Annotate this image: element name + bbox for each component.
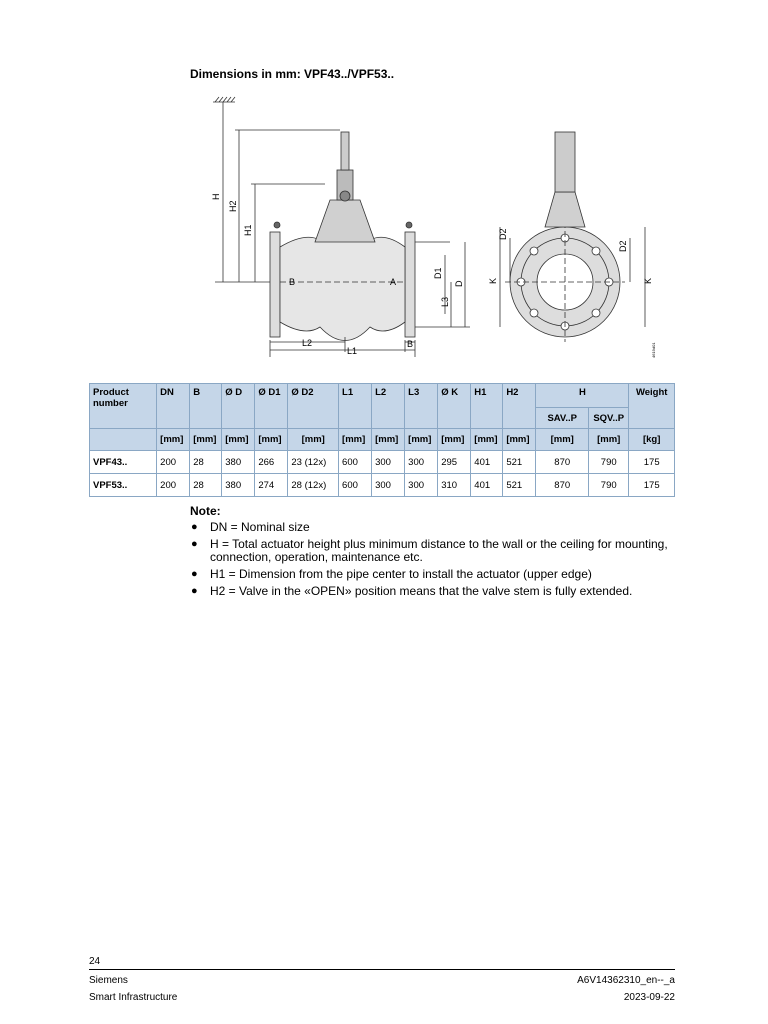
note-list (190, 521, 680, 602)
note-text: DN = Nominal size (210, 520, 310, 534)
list-item (190, 538, 680, 564)
table-row (90, 451, 675, 474)
unit-sqv: [mm] (589, 429, 629, 451)
bullet-icon: ● (191, 568, 198, 580)
cell-sav: 870 (536, 451, 589, 474)
header-product-number: Product number (90, 384, 157, 429)
header-sav: SAV..P (536, 408, 589, 429)
table-row (90, 474, 675, 497)
page-heading: Dimensions in mm: VPF43../VPF53.. (190, 67, 395, 81)
header-h: H (536, 384, 629, 408)
dim-label-d: D (454, 280, 464, 287)
footer-doc-id: A6V14362310_en--_a (577, 975, 675, 986)
bullet-icon: ● (191, 521, 198, 533)
cell-l3: 300 (405, 451, 438, 474)
dim-label-k-left: K (488, 277, 498, 284)
axis-label-b: B (289, 277, 296, 287)
unit-l3: [mm] (405, 429, 438, 451)
dim-label-h2: H2 (228, 200, 238, 212)
unit-h1: [mm] (471, 429, 503, 451)
dim-label-d2-right: D2 (618, 240, 628, 252)
cell-h1: 401 (471, 451, 503, 474)
dim-label-h: H (211, 193, 221, 200)
header-b: B (190, 384, 222, 429)
cell-d2: 23 (12x) (288, 451, 339, 474)
cell-l2: 300 (372, 474, 405, 497)
cell-h1: 401 (471, 474, 503, 497)
cell-d1: 266 (255, 451, 288, 474)
dimensions-table (89, 383, 675, 497)
cell-sqv: 790 (589, 451, 629, 474)
cell-d1: 274 (255, 474, 288, 497)
cell-d: 380 (222, 474, 255, 497)
header-l3: L3 (405, 384, 438, 429)
header-k: Ø K (438, 384, 471, 429)
header-d: Ø D (222, 384, 255, 429)
header-dn: DN (157, 384, 190, 429)
cell-l1: 600 (339, 474, 372, 497)
header-h1: H1 (471, 384, 503, 429)
cell-k: 295 (438, 451, 471, 474)
cell-h2: 521 (503, 451, 536, 474)
cell-dn: 200 (157, 474, 190, 497)
header-l2: L2 (372, 384, 405, 429)
unit-h2: [mm] (503, 429, 536, 451)
dim-label-b-bottom: B (407, 339, 414, 349)
dim-label-l1: L1 (347, 346, 358, 356)
cell-h2: 521 (503, 474, 536, 497)
cell-d: 380 (222, 451, 255, 474)
cell-d2: 28 (12x) (288, 474, 339, 497)
header-l1: L1 (339, 384, 372, 429)
cell-l3: 300 (405, 474, 438, 497)
valve-dimension-drawing (205, 92, 675, 367)
cell-k: 310 (438, 474, 471, 497)
footer-company: Siemens (89, 975, 128, 986)
cell-sav: 870 (536, 474, 589, 497)
list-item (190, 521, 680, 534)
cell-sqv: 790 (589, 474, 629, 497)
cell-product: VPF43.. (90, 451, 157, 474)
note-title: Note: (190, 504, 221, 518)
dim-label-h1: H1 (243, 224, 253, 236)
header-weight: Weight (629, 384, 675, 429)
cell-dn: 200 (157, 451, 190, 474)
dim-label-l2: L2 (302, 338, 313, 348)
list-item (190, 568, 680, 581)
unit-k: [mm] (438, 429, 471, 451)
cell-b: 28 (190, 474, 222, 497)
unit-dn: [mm] (157, 429, 190, 451)
cell-weight: 175 (629, 451, 675, 474)
axis-label-a: A (390, 277, 397, 287)
bullet-icon: ● (191, 585, 198, 597)
unit-d1: [mm] (255, 429, 288, 451)
unit-sav: [mm] (536, 429, 589, 451)
header-d2: Ø D2 (288, 384, 339, 429)
drawing-code: 4619d01 (651, 342, 656, 358)
footer-date: 2023-09-22 (623, 992, 675, 1003)
cell-product: VPF53.. (90, 474, 157, 497)
footer-division: Smart Infrastructure (89, 992, 178, 1003)
dim-label-d2-left: D2 (498, 228, 508, 240)
dim-label-k-right: K (643, 277, 653, 284)
unit-l2: [mm] (372, 429, 405, 451)
note-text: H = Total actuator height plus minimum distance to the wall or the ceiling for mounting, connection, operation, maintenance etc. (210, 537, 668, 564)
dim-label-d1: D1 (433, 267, 443, 279)
cell-l1: 600 (339, 451, 372, 474)
unit-d2: [mm] (288, 429, 339, 451)
header-sqv: SQV..P (589, 408, 629, 429)
unit-weight: [kg] (629, 429, 675, 451)
header-h2: H2 (503, 384, 536, 429)
footer-divider (89, 969, 675, 970)
note-text: H1 = Dimension from the pipe center to install the actuator (upper edge) (210, 567, 592, 581)
cell-weight: 175 (629, 474, 675, 497)
page-number: 24 (89, 956, 101, 967)
unit-b: [mm] (190, 429, 222, 451)
cell-b: 28 (190, 451, 222, 474)
cell-l2: 300 (372, 451, 405, 474)
list-item (190, 585, 680, 598)
unit-l1: [mm] (339, 429, 372, 451)
unit-d: [mm] (222, 429, 255, 451)
note-text: H2 = Valve in the «OPEN» position means that the valve stem is fully extended. (210, 584, 633, 598)
bullet-icon: ● (191, 538, 198, 550)
dim-label-l3: L3 (440, 296, 450, 307)
unit-product (90, 429, 157, 451)
header-d1: Ø D1 (255, 384, 288, 429)
